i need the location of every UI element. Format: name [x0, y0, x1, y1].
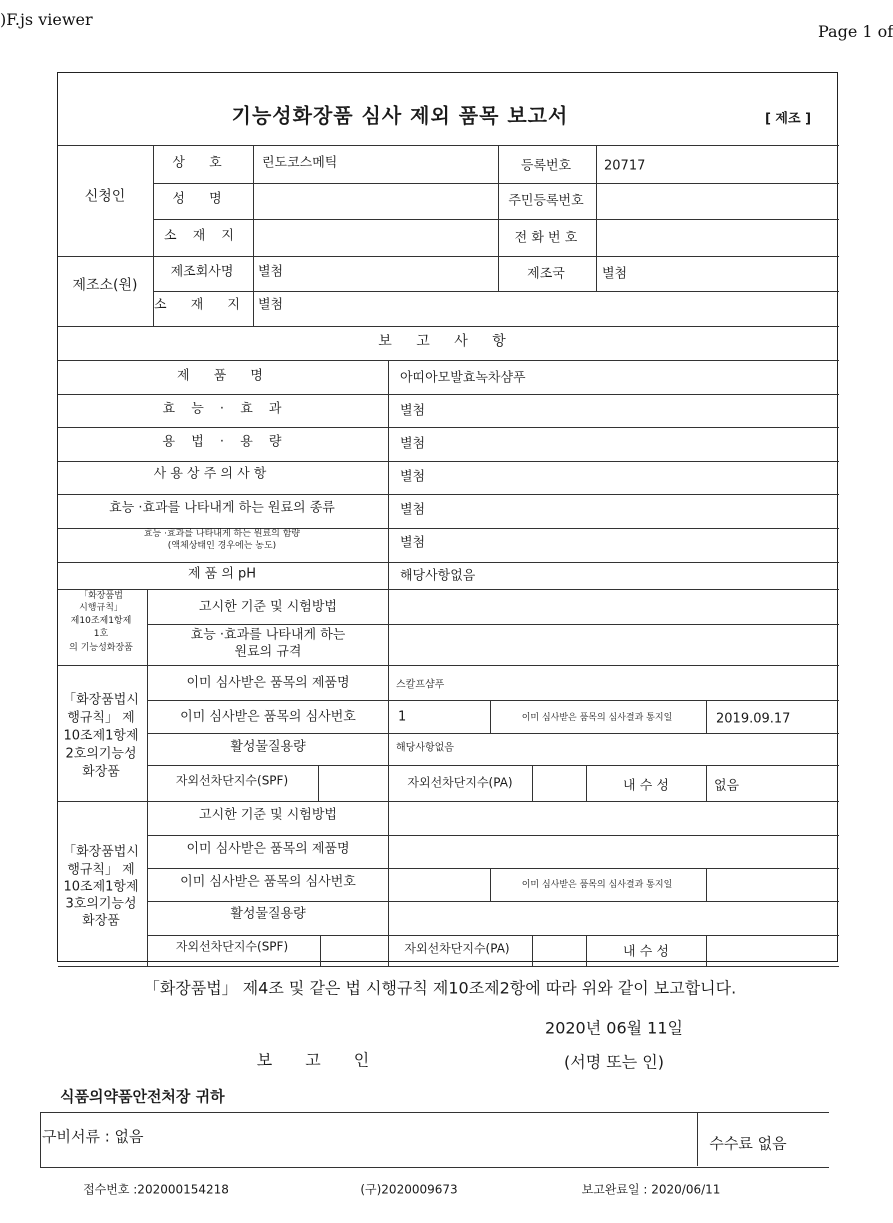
manufacturer-name-value: 별첨	[258, 264, 284, 280]
old-number: (구)2020009673	[360, 1182, 458, 1197]
sec1-spec-label: 효능 ·효과를 나타내게 하는	[190, 627, 346, 643]
sec3-label-line: 10조제1항제	[63, 879, 139, 895]
sec2-spf-label: 자외선차단지수(SPF)	[175, 773, 289, 788]
sec1-label-line: 1호	[93, 629, 109, 639]
fee-text: 수수료 없음	[709, 1134, 787, 1153]
reporter-label: 보 고 인	[256, 1050, 384, 1070]
sec3-prev-no-label: 이미 심사받은 품목의 심사번호	[180, 874, 356, 890]
sec1-label-line: 「화장품법	[79, 591, 123, 601]
address-label: 소 재 지	[164, 228, 240, 244]
sec2-notice-date-label: 이미 심사받은 품목의 심사결과 통지일	[521, 713, 673, 723]
ingredient-amount-label: 효능 ·효과를 나타내게 하는 원료의 함량	[143, 529, 301, 539]
product-name-label: 제 품 명	[177, 368, 273, 384]
reg-no-label: 등록번호	[520, 158, 572, 174]
sec2-water-label: 내 수 성	[623, 778, 669, 794]
caution-label: 사 용 상 주 의 사 항	[153, 466, 267, 482]
sec2-active-value: 해당사항없음	[396, 742, 454, 754]
sec3-active-label: 활성물질용량	[230, 906, 306, 922]
sec2-label-line: 행규칙」 제	[67, 710, 135, 726]
sec2-label-line: 10조제1항제	[63, 728, 139, 744]
usage-label: 용 법 · 용 량	[162, 434, 288, 450]
sec2-label-line: 2호의기능성	[65, 746, 137, 762]
sec2-prev-name-label: 이미 심사받은 품목의 제품명	[186, 675, 350, 691]
efficacy-value: 별첨	[400, 403, 426, 419]
sec3-label-line: 3호의기능성	[65, 896, 137, 912]
addressee: 식품의약품안전처장 귀하	[60, 1087, 225, 1106]
ingredient-amount-note: (액체상태인 경우에는 농도)	[167, 541, 277, 551]
sec3-pa-label: 자외선차단지수(PA)	[404, 941, 510, 956]
ingredient-type-value: 별첨	[400, 502, 426, 518]
sec2-pa-label: 자외선차단지수(PA)	[407, 775, 513, 790]
sec2-active-label: 활성물질용량	[230, 739, 306, 755]
viewer-title: )F.js viewer	[0, 10, 93, 29]
sec2-notice-date-value: 2019.09.17	[716, 711, 791, 727]
sec2-water-value: 없음	[714, 778, 740, 794]
phone-label: 전 화 번 호	[514, 230, 578, 246]
ingredient-amount-value: 별첨	[400, 535, 426, 551]
applicant-section-label: 신청인	[84, 188, 126, 205]
ph-value: 해당사항없음	[400, 568, 476, 584]
manufacturer-address-value: 별첨	[258, 297, 284, 313]
efficacy-label: 효 능 · 효 과	[162, 401, 288, 417]
completion-date: 보고완료일 : 2020/06/11	[581, 1182, 721, 1197]
sec1-label-line: 의 기능성화장품	[69, 643, 133, 653]
reg-no-value: 20717	[604, 158, 646, 174]
sec2-prev-no-label: 이미 심사받은 품목의 심사번호	[180, 709, 356, 725]
receipt-number: 접수번호 :202000154218	[83, 1182, 229, 1197]
manufacturer-address-label: 소 재 지	[154, 297, 250, 313]
country-label: 제조국	[527, 266, 565, 282]
sec2-prev-name-value: 스칼프샴푸	[396, 679, 445, 691]
page-number: Page 1 of	[818, 22, 893, 41]
sec3-label-line: 행규칙」 제	[67, 862, 135, 878]
company-label: 상 호	[172, 155, 232, 171]
country-value: 별첨	[602, 266, 628, 282]
report-date: 2020년 06월 11일	[545, 1018, 683, 1038]
sec2-label-line: 「화장품법시	[63, 692, 139, 708]
sec3-water-label: 내 수 성	[623, 944, 669, 960]
manufacturer-name-label: 제조회사명	[170, 264, 234, 280]
sec2-prev-no-value: 1	[398, 709, 407, 725]
sec2-label-line: 화장품	[82, 764, 120, 780]
form-title: 기능성화장품 심사 제외 품목 보고서	[231, 103, 569, 128]
manufacturer-section-label: 제조소(원)	[72, 277, 138, 294]
attachments-text: 구비서류 : 없음	[42, 1127, 144, 1146]
sec1-label-line: 시행규칙」	[79, 603, 123, 613]
ingredient-type-label: 효능 ·효과를 나타내게 하는 원료의 종류	[109, 500, 335, 516]
name-label: 성 명	[172, 191, 232, 207]
sec3-label-line: 화장품	[82, 913, 120, 929]
sec1-spec-label-2: 원료의 규격	[234, 644, 302, 660]
sec3-spf-label: 자외선차단지수(SPF)	[175, 939, 289, 954]
sec1-standard-label: 고시한 기준 및 시험방법	[199, 599, 337, 615]
sec3-standard-label: 고시한 기준 및 시험방법	[199, 807, 337, 823]
caution-value: 별첨	[400, 469, 426, 485]
report-section-header: 보 고 사 항	[378, 333, 516, 350]
form-type-badge: [ 제조 ]	[764, 111, 812, 127]
signature-label: (서명 또는 인)	[564, 1052, 664, 1072]
attachments-divider	[697, 1112, 698, 1166]
company-value: 린도코스메틱	[262, 155, 338, 171]
usage-value: 별첨	[400, 436, 426, 452]
sec3-notice-date-label: 이미 심사받은 품목의 심사결과 통지일	[521, 880, 673, 890]
declaration-text: 「화장품법」 제4조 및 같은 법 시행규칙 제10조제2항에 따라 위와 같이 보고합니다.	[143, 978, 737, 998]
sec3-prev-name-label: 이미 심사받은 품목의 제품명	[186, 841, 350, 857]
sec3-label-line: 「화장품법시	[63, 844, 139, 860]
sec1-label-line: 제10조제1항제	[70, 616, 132, 626]
ph-label: 제 품 의 pH	[187, 566, 257, 582]
product-name-value: 아띠아모발효녹차샴푸	[400, 370, 526, 386]
resident-no-label: 주민등록번호	[508, 193, 584, 209]
